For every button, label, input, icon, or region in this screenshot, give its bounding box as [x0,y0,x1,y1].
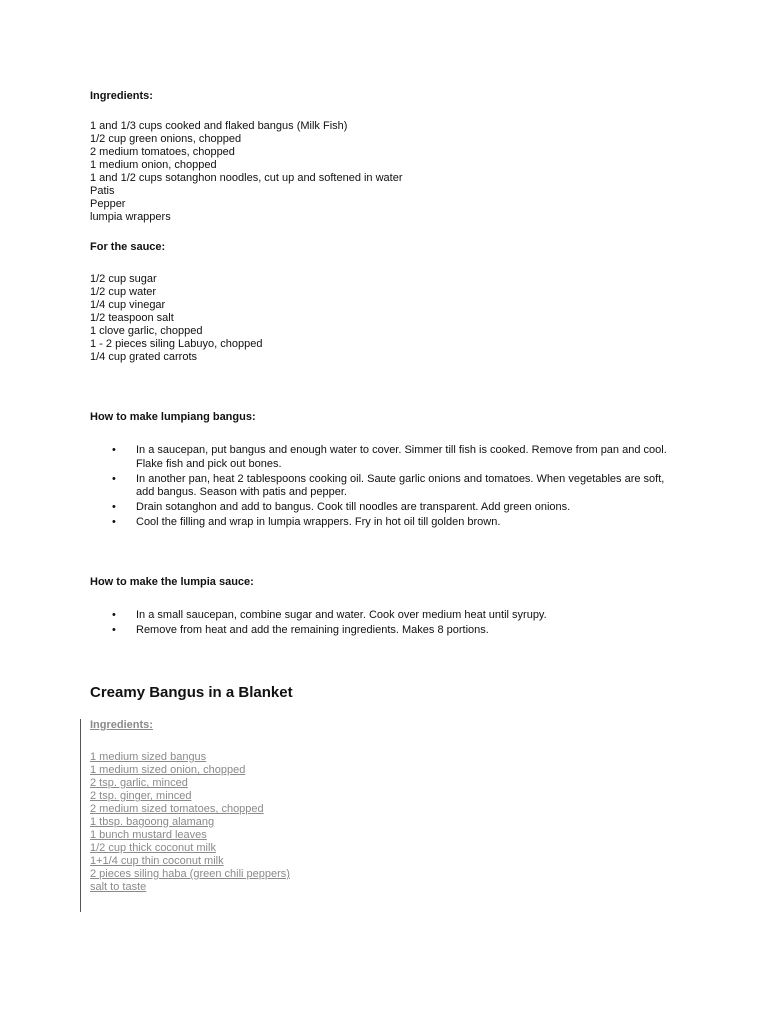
ingredients-section [90,90,690,224]
creamy-ingredient-item[interactable]: 2 medium sized tomatoes, chopped [90,803,264,815]
ingredients-heading: Ingredients: [90,90,153,102]
bullet-icon: • [112,444,116,456]
step-text: Drain sotanghon and add to bangus. Cook till noodles are transparent. Add green onions. [136,501,571,513]
step-text: In a saucepan, put bangus and enough water to cover. Simmer till fish is cooked. Remove from pan and cool. Flake fish and pick out bones. [136,444,667,470]
ingredient-item: 1 and 1/3 cups cooked and flaked bangus (Milk Fish) [90,120,348,132]
recipe-title: Creamy Bangus in a Blanket [90,684,293,701]
step-item [112,473,672,500]
step-text: Remove from heat and add the remaining ingredients. Makes 8 portions. [136,624,489,636]
ingredient-item: 1 and 1/2 cups sotanghon noodles, cut up and softened in water [90,172,403,184]
bullet-icon: • [112,624,116,636]
step-item [112,501,672,515]
ingredient-item: lumpia wrappers [90,211,171,223]
lumpia-sauce-section-title [90,576,690,589]
ingredient-item: Patis [90,185,115,197]
sauce-section [90,241,690,364]
creamy-ingredient-item[interactable]: 2 pieces siling haba (green chili peppers) [90,868,290,880]
lumpiang-section-title [90,411,690,424]
creamy-ingredients-heading[interactable]: Ingredients: [90,719,153,731]
step-item [112,516,672,530]
step-item [112,609,672,623]
step-text: Cool the filling and wrap in lumpia wrappers. Fry in hot oil till golden brown. [136,516,501,528]
sauce-item: 1/2 cup sugar [90,273,157,285]
sauce-item: 1 clove garlic, chopped [90,325,203,337]
step-item [112,444,672,471]
step-text: In a small saucepan, combine sugar and water. Cook over medium heat until syrupy. [136,609,547,621]
creamy-ingredient-item[interactable]: 1/2 cup thick coconut milk [90,842,216,854]
creamy-ingredients-list [90,751,690,894]
lumpia-sauce-steps [112,609,672,639]
ingredient-item: 2 medium tomatoes, chopped [90,146,235,158]
lumpiang-heading: How to make lumpiang bangus: [90,411,256,423]
sauce-item: 1/2 cup water [90,286,157,298]
ingredient-item: 1/2 cup green onions, chopped [90,133,242,145]
step-text: In another pan, heat 2 tablespoons cooking oil. Saute garlic onions and tomatoes. When vegetables are soft, add bangus. Season with patis and pepper. [136,472,665,498]
lumpia-sauce-heading: How to make the lumpia sauce: [90,576,254,588]
lumpiang-steps [112,444,672,531]
creamy-ingredient-item[interactable]: 1 medium sized bangus [90,751,207,763]
sauce-item: 1/4 cup vinegar [90,299,166,311]
bullet-icon: • [112,501,116,513]
creamy-ingredient-item[interactable]: 2 tsp. garlic, minced [90,777,188,789]
sauce-heading: For the sauce: [90,241,166,253]
bullet-icon: • [112,609,116,621]
creamy-ingredient-item[interactable]: salt to taste [90,881,147,893]
bullet-icon: • [112,516,116,528]
creamy-ingredient-item[interactable]: 1 tbsp. bagoong alamang [90,816,215,828]
ingredient-item: Pepper [90,198,126,210]
sauce-list [90,273,690,364]
creamy-ingredient-item[interactable]: 2 tsp. ginger, minced [90,790,192,802]
bullet-icon: • [112,472,116,485]
change-bar [80,719,81,912]
ingredient-item: 1 medium onion, chopped [90,159,217,171]
step-item [112,624,672,638]
sauce-item: 1/2 teaspoon salt [90,312,174,324]
ingredients-list [90,120,690,224]
sauce-item: 1/4 cup grated carrots [90,351,198,363]
creamy-ingredients-section [90,719,690,894]
creamy-ingredient-item[interactable]: 1+1/4 cup thin coconut milk [90,855,224,867]
creamy-ingredient-item[interactable]: 1 medium sized onion, chopped [90,764,246,776]
creamy-ingredient-item[interactable]: 1 bunch mustard leaves [90,829,207,841]
sauce-item: 1 - 2 pieces siling Labuyo, chopped [90,338,263,350]
